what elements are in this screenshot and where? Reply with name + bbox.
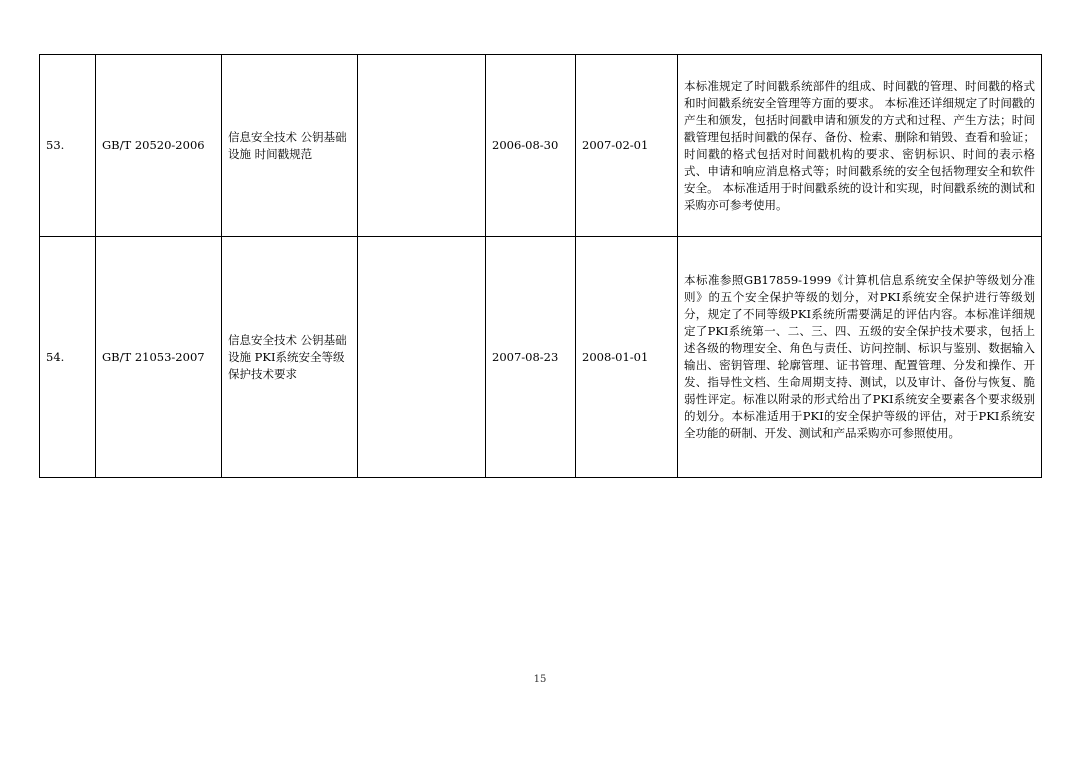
- standard-code: GB/T 20520-2006: [96, 55, 222, 237]
- row-number: 54.: [40, 237, 96, 478]
- row-number: 53.: [40, 55, 96, 237]
- standard-code: GB/T 21053-2007: [96, 237, 222, 478]
- blank-cell: [358, 55, 486, 237]
- page-number: 15: [533, 674, 547, 685]
- table-row: [40, 55, 1042, 237]
- issue-date: 2006-08-30: [486, 55, 576, 237]
- standards-table: [39, 54, 1042, 478]
- issue-date: 2007-08-23: [486, 237, 576, 478]
- standard-description: 本标准规定了时间戳系统部件的组成、时间戳的管理、时间戳的格式和时间戳系统安全管理等方面的要求。 本标准还详细规定了时间戳的产生和颁发，包括时间戳申请和颁发的方式和过程、产生方法；时间戳管理包括时间戳的保存、备份、检索、删除和销毁、查看和验证；时间戳的格式包括对时间戳机构的要求、密钥标识、时间的表示格式、申请和响应消息格式等；时间戳系统的安全包括物理安全和软件安全。 本标准适用于时间戳系统的设计和实现，时间戳系统的测试和采购亦可参考使用。: [678, 55, 1042, 237]
- standard-name: 信息安全技术 公钥基础设施 时间戳规范: [222, 55, 358, 237]
- standard-description: 本标准参照GB17859-1999《计算机信息系统安全保护等级划分准则》的五个安全保护等级的划分，对PKI系统安全保护进行等级划分，规定了不同等级PKI系统所需要满足的评估内容。本标准详细规定了PKI系统第一、二、三、四、五级的安全保护技术要求，包括上述各级的物理安全、角色与责任、访问控制、标识与鉴别、数据输入输出、密钥管理、轮廓管理、证书管理、配置管理、分发和操作、开发、指导性文档、生命周期支持、测试，以及审计、备份与恢复、脆弱性评定。标准以附录的形式给出了PKI系统安全要素各个要求级别的划分。本标准适用于PKI的安全保护等级的评估，对于PKI系统安全功能的研制、开发、测试和产品采购亦可参照使用。: [678, 237, 1042, 478]
- standard-name: 信息安全技术 公钥基础设施 PKI系统安全等级保护技术要求: [222, 237, 358, 478]
- implementation-date: 2008-01-01: [576, 237, 678, 478]
- blank-cell: [358, 237, 486, 478]
- table-row: [40, 237, 1042, 478]
- implementation-date: 2007-02-01: [576, 55, 678, 237]
